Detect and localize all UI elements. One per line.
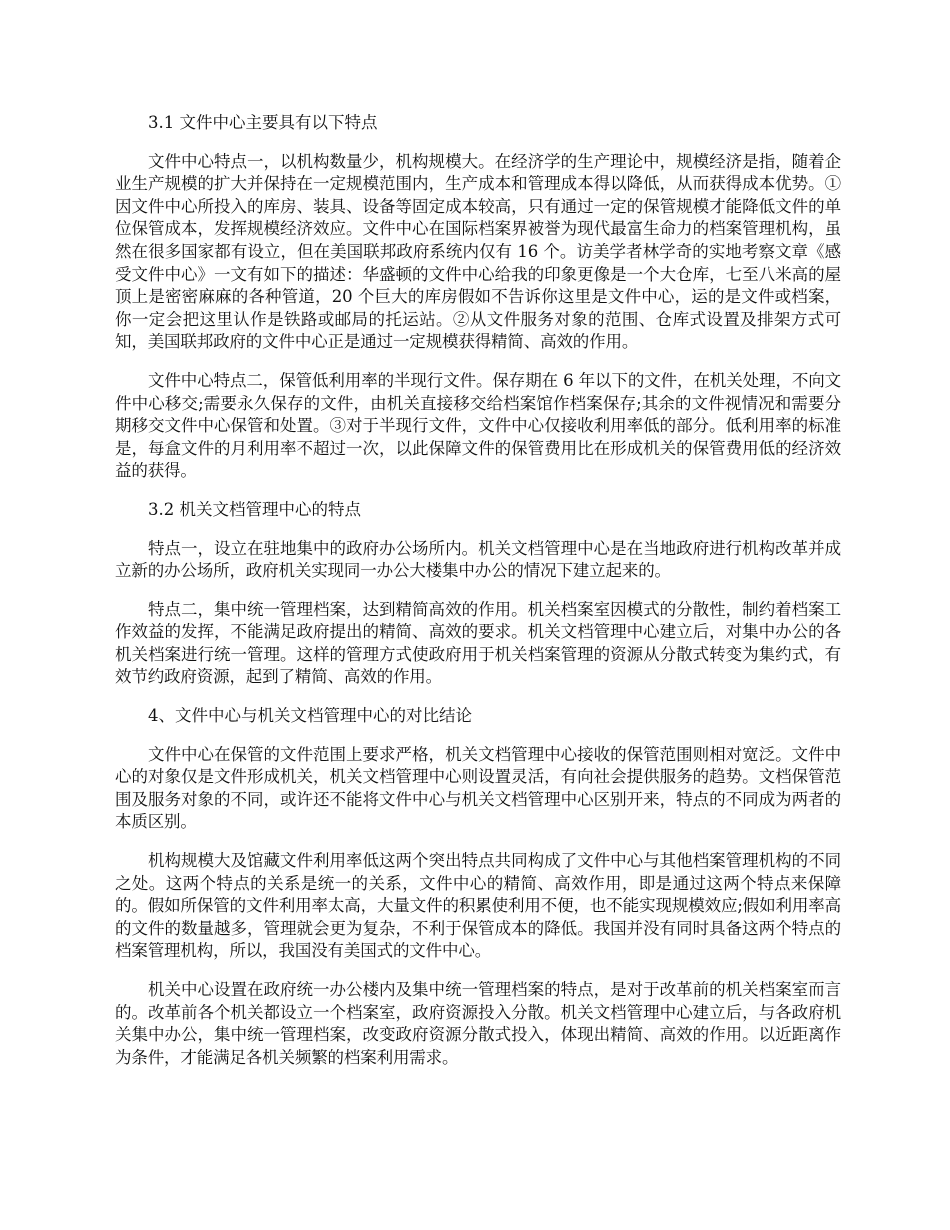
paragraph-conclusion-1: 文件中心在保管的文件范围上要求严格，机关文档管理中心接收的保管范围则相对宽泛。文件中心的对象仅是文件形成机关，机关文档管理中心则设置灵活，有向社会提供服务的趋势。文档保管范围及服务对象的不同，或许还不能将文件中心与机关文档管理中心区别开来，特点的不同成为两者的本质区别。: [115, 744, 841, 832]
paragraph-file-center-feature-2: 文件中心特点二，保管低利用率的半现行文件。保存期在 6 年以下的文件，在机关处理，不向文件中心移交;需要永久保存的文件，由机关直接移交给档案馆作档案保存;其余的文件视情况和需要分期移交文件中心保管和处置。③对于半现行文件，文件中心仅接收利用率低的部分。低利用率的标准是，每盒文件的月利用率不超过一次，以此保障文件的保管费用比在形成机关的保管费用低的经济效益的获得。: [115, 370, 841, 481]
paragraph-conclusion-2: 机构规模大及馆藏文件利用率低这两个突出特点共同构成了文件中心与其他档案管理机构的不同之处。这两个特点的关系是统一的关系，文件中心的精简、高效作用，即是通过这两个特点来保障的。假如所保管的文件利用率太高，大量文件的积累使利用不便，也不能实现规模效应;假如利用率高的文件的数量越多，管理就会更为复杂，不利于保管成本的降低。我国并没有同时具备这两个特点的档案管理机构，所以，我国没有美国式的文件中心。: [115, 851, 841, 961]
section-heading-3-2: 3.2 机关文档管理中心的特点: [148, 499, 361, 519]
document-body: [115, 112, 841, 1085]
paragraph-file-center-feature-1: 文件中心特点一，以机构数量少，机构规模大。在经济学的生产理论中，规模经济是指，随着企业生产规模的扩大并保持在一定规模范围内，生产成本和管理成本得以降低，从而获得成本优势。①因文件中心所投入的库房、装具、设备等固定成本较高，只有通过一定的保管规模才能降低文件的单位保管成本，发挥规模经济效应。文件中心在国际档案界被誉为现代最富生命力的档案管理机构，虽然在很多国家都有设立，但在美国联邦政府系统内仅有 16 个。访美学者林学奇的实地考察文章《感受文件中心》一文有如下的描述：华盛顿的文件中心给我的印象更像是一个大仓库，七至八米高的屋顶上是密密麻麻的各种管道，20 个巨大的库房假如不告诉你这里是文件中心，运的是文件或档案，你一定会把这里认作是铁路或邮局的托运站。②从文件服务对象的范围、仓库式设置及排架方式可知，美国联邦政府的文件中心正是通过一定规模获得精简、高效的作用。: [115, 151, 841, 352]
section-heading-4: 4、文件中心与机关文档管理中心的对比结论: [148, 706, 472, 726]
paragraph-archive-center-feature-2: 特点二，集中统一管理档案，达到精简高效的作用。机关档案室因模式的分散性，制约着档案工作效益的发挥，不能满足政府提出的精简、高效的要求。机关文档管理中心建立后，对集中办公的各机关档案进行统一管理。这样的管理方式使政府用于机关档案管理的资源从分散式转变为集约式，有效节约政府资源，起到了精简、高效的作用。: [115, 599, 841, 687]
paragraph-conclusion-3: 机关中心设置在政府统一办公楼内及集中统一管理档案的特点，是对于改革前的机关档案室而言的。改革前各个机关都设立一个档案室，政府资源投入分散。机关文档管理中心建立后，与各政府机关集中办公，集中统一管理档案，改变政府资源分散式投入，体现出精简、高效的作用。以近距离作为条件，才能满足各机关频繁的档案利用需求。: [115, 980, 841, 1067]
section-heading-3-1: 3.1 文件中心主要具有以下特点: [148, 113, 378, 132]
paragraph-archive-center-feature-1: 特点一，设立在驻地集中的政府办公场所内。机关文档管理中心是在当地政府进行机构改革并成立新的办公场所，政府机关实现同一办公大楼集中办公的情况下建立起来的。: [115, 538, 841, 581]
